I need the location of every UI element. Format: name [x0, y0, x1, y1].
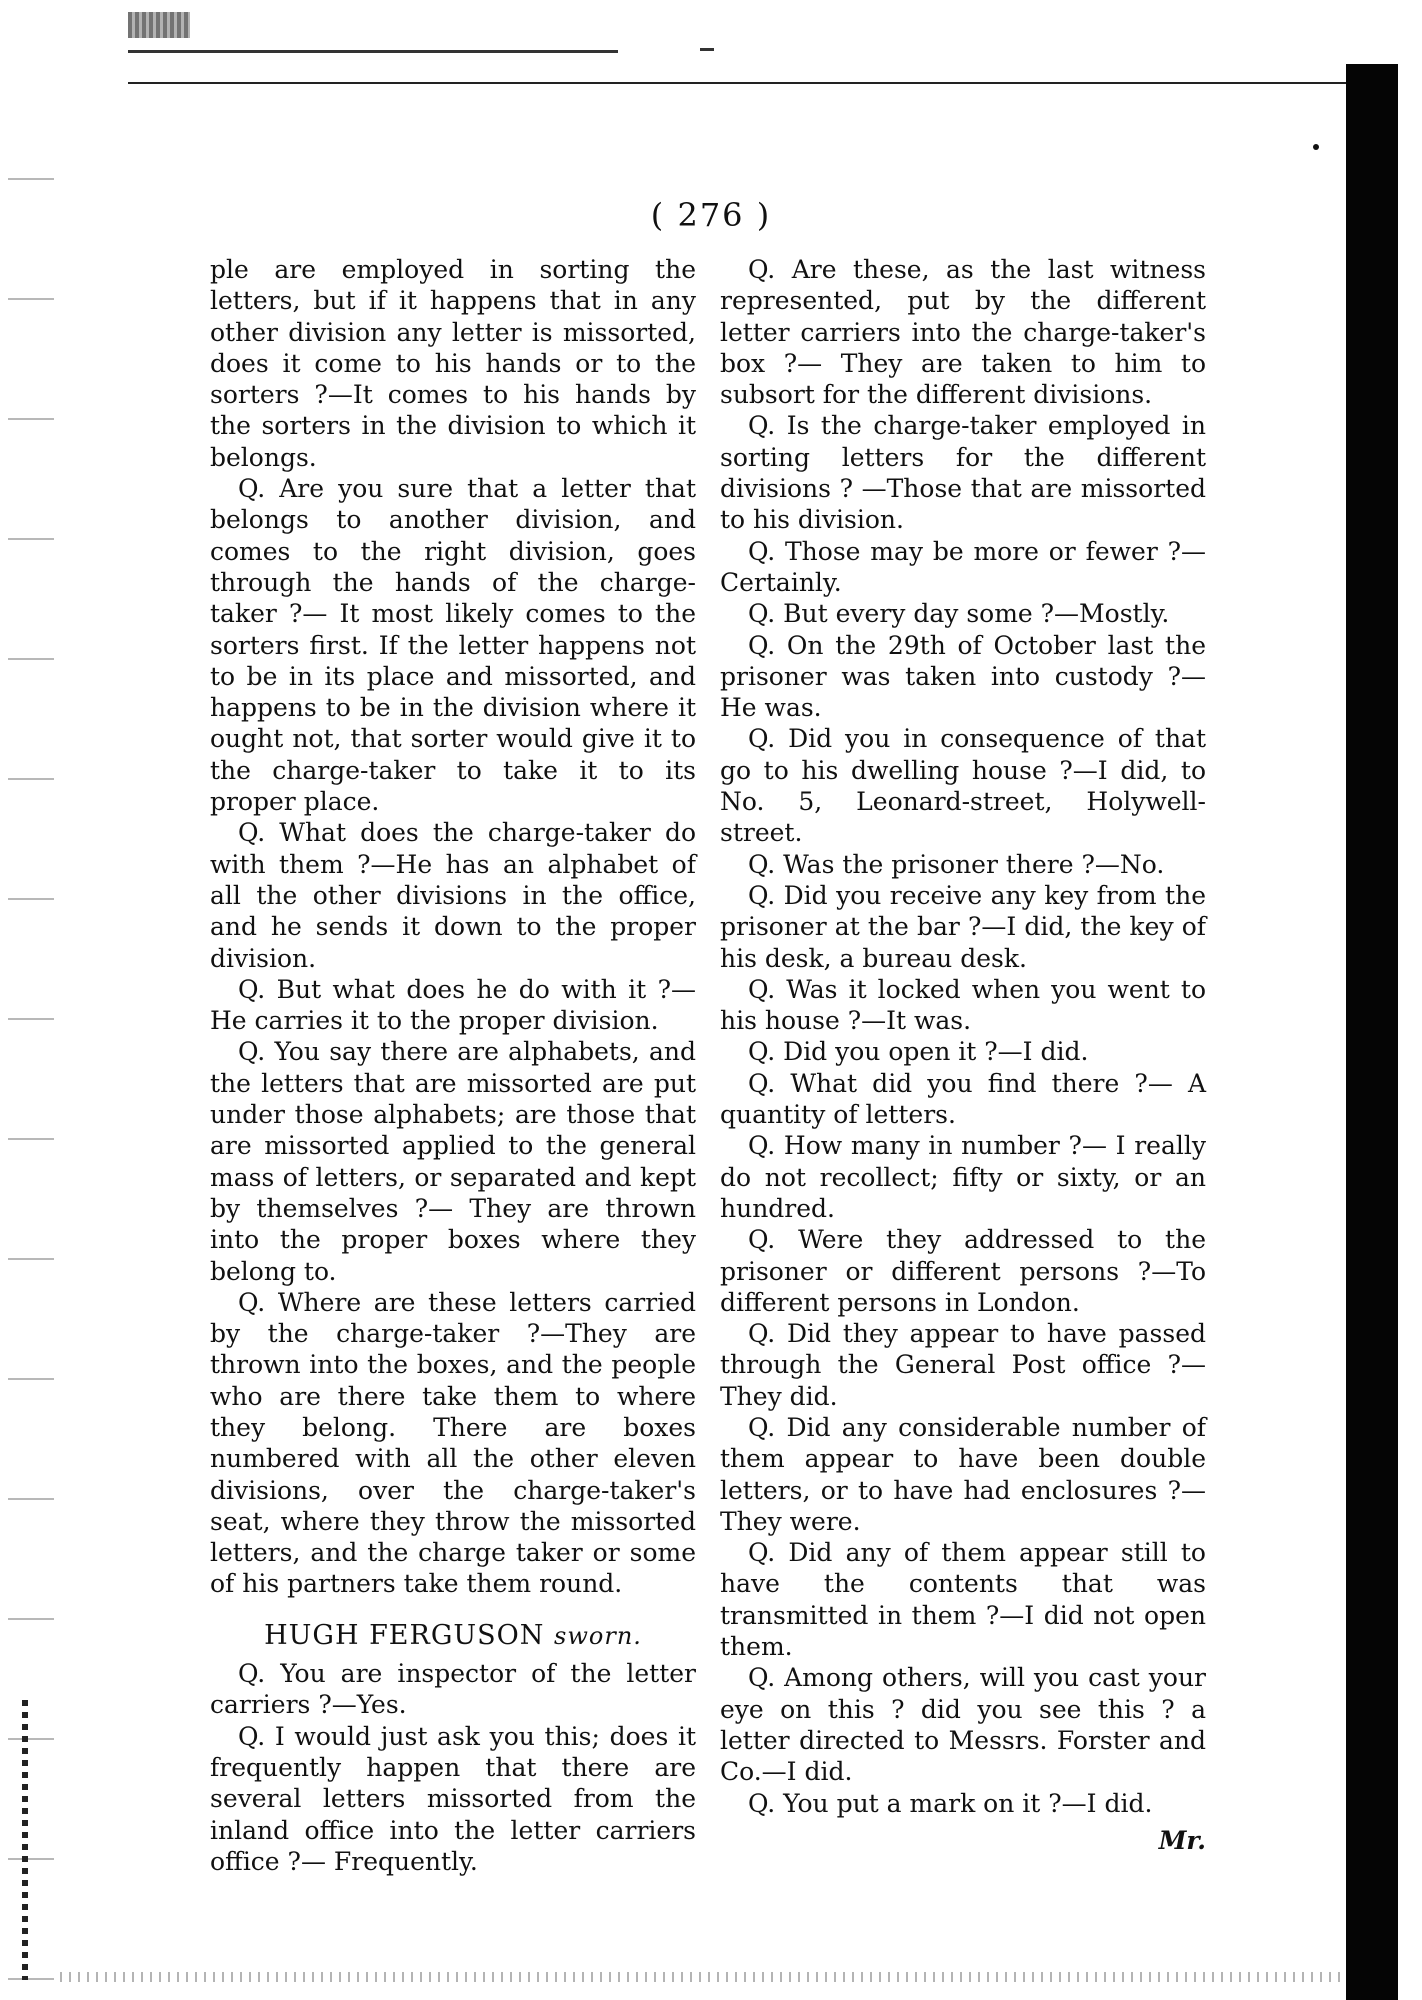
paragraph: Q. But what does he do with it ?—He carries it to the proper division. — [210, 974, 696, 1036]
paragraph: Q. How many in number ?— I really do not recollect; fifty or sixty, or an hundred. — [720, 1131, 1206, 1223]
catchword: Mr. — [1158, 1825, 1206, 1855]
paragraph: Q. Is the charge-taker employed in sorting letters for the different divisions ? —Those that are missorted to his division. — [720, 411, 1206, 535]
paragraph: Q. Did you open it ?—I did. — [748, 1037, 1089, 1067]
paragraph: Q. Did any considerable number of them appear to have been double letters, or to have had enclosures ?—They were. — [720, 1412, 1206, 1536]
scan-bottom-noise — [60, 1972, 1340, 1982]
witness-heading — [210, 1620, 696, 1652]
paragraph: Q. Did any of them appear still to have the contents that was transmitted in them ?—I did not open them. — [720, 1538, 1206, 1662]
library-stamp — [128, 12, 190, 38]
paragraph: Q. On the 29th of October last the prisoner was taken into custody ?—He was. — [720, 630, 1206, 723]
left-column — [210, 254, 696, 1877]
paragraph: Q. I would just ask you this; does it frequently happen that there are several letters missorted from the inland office into the letter carriers office ?— Frequently. — [210, 1721, 696, 1876]
ink-dot — [1313, 144, 1319, 150]
paragraph: Q. What does the charge-taker do with them ?—He has an alphabet of all the other divisions in the office, and he sends it down to the proper division. — [210, 818, 696, 973]
paragraph: Q. Where are these letters carried by the charge-taker ?—They are thrown into the boxes, and the people who are there take them to where they belong. There are boxes numbered with all the other eleven divisions, over the charge-taker's seat, where they throw the missorted letters, and the charge taker or some of his partners take them round. — [210, 1287, 696, 1599]
paragraph: Q. Did they appear to have passed through the General Post office ?—They did. — [720, 1319, 1206, 1411]
paragraph: Q. Among others, will you cast your eye on this ? did you see this ? a letter directed to Messrs. Forster and Co.—I did. — [720, 1663, 1206, 1787]
paragraph: Q. Did you in consequence of that go to his dwelling house ?—I did, to No. 5, Leonard-street, Holywell-street. — [720, 724, 1206, 848]
scan-binding-edge — [22, 1700, 28, 1980]
header-rule — [128, 82, 1358, 84]
scan-edge-bar — [1346, 64, 1398, 2000]
paragraph: ple are employed in sorting the letters, but if it happens that in any other division any letter is missorted, does it come to his hands or to the sorters ?—It comes to his hands by the sorters in the division to which it belongs. — [210, 255, 696, 472]
paragraph: Q. Was it locked when you went to his house ?—It was. — [720, 974, 1206, 1036]
page-number: ( 276 ) — [650, 196, 772, 234]
paragraph: Q. Those may be more or fewer ?— Certainly. — [720, 536, 1206, 597]
right-column — [720, 254, 1206, 1856]
witness-name: HUGH FERGUSON — [264, 1619, 545, 1651]
paragraph: Q. Did you receive any key from the prisoner at the bar ?—I did, the key of his desk, a bureau desk. — [720, 880, 1206, 973]
paragraph: Q. You put a mark on it ?—I did. — [748, 1788, 1153, 1818]
scan-margin-marks — [8, 140, 54, 1980]
top-rule-dash — [700, 48, 714, 51]
sworn-label: sworn. — [554, 1621, 642, 1650]
paragraph: Q. Was the prisoner there ?—No. — [748, 849, 1165, 879]
paragraph: Q. What did you find there ?— A quantity of letters. — [720, 1068, 1206, 1130]
paragraph: Q. Were they addressed to the prisoner or different persons ?—To different persons in London. — [720, 1225, 1206, 1317]
top-rule — [128, 50, 618, 53]
paragraph: Q. You say there are alphabets, and the letters that are missorted are put under those alphabets; are those that are missorted applied to the general mass of letters, or separated and kept by themselves ?— They are thrown into the proper boxes where they belong to. — [210, 1037, 696, 1286]
paragraph: Q. Are these, as the last witness represented, put by the different letter carriers into the charge-taker's box ?— They are taken to him to subsort for the different divisions. — [720, 255, 1206, 410]
paragraph: Q. Are you sure that a letter that belongs to another division, and comes to the right division, goes through the hands of the charge-taker ?— It most likely comes to the sorters first. If the letter happens not to be in its place and missorted, and happens to be in the division where it ought not, that sorter would give it to the charge-taker to take it to its proper place. — [210, 474, 696, 817]
paragraph: Q. But every day some ?—Mostly. — [748, 599, 1170, 629]
paragraph: Q. You are inspector of the letter carriers ?—Yes. — [210, 1659, 696, 1720]
